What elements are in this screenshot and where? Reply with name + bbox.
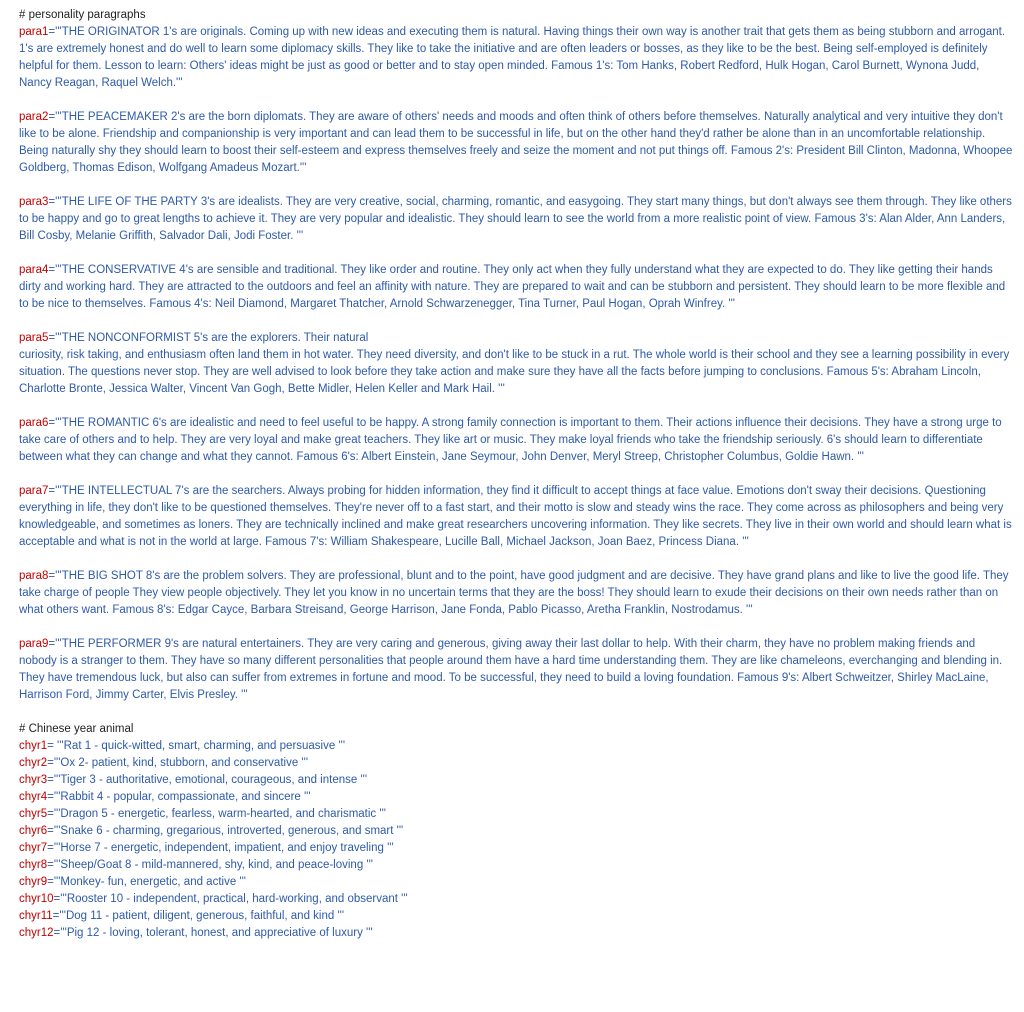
variable-name: chyr9	[19, 876, 48, 888]
variable-name: para3	[19, 196, 49, 208]
paragraph-para3	[19, 194, 1013, 245]
chinese-line-chyr2	[19, 755, 1013, 772]
chinese-line-chyr4	[19, 789, 1013, 806]
paragraph-para7	[19, 483, 1013, 551]
string-value: ='''THE NONCONFORMIST 5's are the explorers. Their natural	[48, 332, 369, 344]
variable-name: chyr8	[19, 859, 48, 871]
string-value: ='''Ox 2- patient, kind, stubborn, and conservative '''	[47, 757, 309, 769]
chinese-line-chyr11	[19, 908, 1013, 925]
chinese-line-chyr8	[19, 857, 1013, 874]
string-value: ='''Sheep/Goat 8 - mild-mannered, shy, kind, and peace-loving '''	[47, 859, 373, 871]
string-value: ='''Horse 7 - energetic, independent, impatient, and enjoy traveling '''	[47, 842, 394, 854]
variable-name: chyr10	[19, 893, 54, 905]
variable-name: para4	[19, 264, 49, 276]
comment-chinese-year-animal: # Chinese year animal	[19, 723, 134, 735]
string-value: ='''Rabbit 4 - popular, compassionate, and sincere '''	[47, 791, 311, 803]
string-value: ='''Tiger 3 - authoritative, emotional, courageous, and intense '''	[47, 774, 368, 786]
string-value: ='''THE INTELLECTUAL 7's are the searchers. Always probing for hidden information, they find it difficult to accept things at face value. Emotions don't sway their decisions. Questioning everything in life, they don't like to be questioned themselves. They're never off to a fast start, and their motto is slow and steady wins the race. They come across as philosophers and being very knowledgeable, and sometimes as loners. They are technically inclined and make great researchers uncovering information. They like secrets. They live in their own world and should learn what is acceptable and what is not in the world at large. Famous 7's: William Shakespeare, Lucille Ball, Michael Jackson, Joan Baez, Princess Diana. '''	[19, 485, 1012, 548]
variable-name: chyr12	[19, 927, 54, 939]
string-value-continued: curiosity, risk taking, and enthusiasm often land them in hot water. They need diversity, and don't like to be stuck in a rut. The whole world is their school and they see a learning possibility in every situation. The questions never stop. They are well advised to look before they take action and make sure they have all the facts before jumping to conclusions. Famous 5's: Abraham Lincoln, Charlotte Bronte, Jessica Walter, Vincent Van Gogh, Bette Midler, Helen Keller and Mark Hail. '''	[19, 349, 1010, 395]
string-value: ='''Snake 6 - charming, gregarious, introverted, generous, and smart '''	[47, 825, 404, 837]
blank-line	[19, 177, 1013, 194]
blank-line	[19, 313, 1013, 330]
chinese-line-chyr12	[19, 925, 1013, 942]
string-value: ='''Rooster 10 - independent, practical, hard-working, and observant '''	[53, 893, 408, 905]
paragraph-para4	[19, 262, 1013, 313]
blank-line	[19, 466, 1013, 483]
string-value: ='''THE ROMANTIC 6's are idealistic and need to feel useful to be happy. A strong family connection is important to them. Their actions influence their decisions. They have a strong urge to take care of others and to help. They are very loyal and make great teachers. They like art or music. They make loyal friends who take the friendship seriously. 6's should learn to differentiate between what they can change and what they cannot. Famous 6's: Albert Einstein, Jane Seymour, John Denver, Meryl Streep, Christopher Columbus, Goldie Hawn. '''	[19, 417, 1002, 463]
string-value: ='''THE ORIGINATOR 1's are originals. Coming up with new ideas and executing them is natural. Having things their own way is another trait that gets them as being stubborn and arrogant. 1's are extremely honest and do well to learn some diplomacy skills. They like to take the initiative and are often leaders or bosses, as they like to be the best. Being self-employed is definitely helpful for them. Lesson to learn: Others' ideas might be just as good or better and to stay open minded. Famous 1's: Tom Hanks, Robert Redford, Hulk Hogan, Carol Burnett, Wynona Judd, Nancy Reagan, Raquel Welch.'''	[19, 26, 1006, 89]
variable-name: para6	[19, 417, 49, 429]
paragraph-para6	[19, 415, 1013, 466]
string-value: ='''THE PERFORMER 9's are natural entertainers. They are very caring and generous, giving away their last dollar to help. With their charm, they have no problem making friends and nobody is a stranger to them. They have so many different personalities that people around them have a hard time understanding them. They are like chameleons, everchanging and blending in. They have tremendous luck, but also can suffer from extremes in fortune and mood. To be successful, they need to build a loving foundation. Famous 9's: Albert Schweitzer, Shirley MacLaine, Harrison Ford, Jimmy Carter, Elvis Presley. '''	[19, 638, 1003, 701]
chinese-line-chyr3	[19, 772, 1013, 789]
variable-name: para7	[19, 485, 49, 497]
variable-name: para5	[19, 332, 49, 344]
string-value: ='''THE PEACEMAKER 2's are the born diplomats. They are aware of others' needs and moods and often think of others before themselves. Naturally analytical and very intuitive they don't like to be alone. Friendship and companionship is very important and can lead them to be successful in life, but on the other hand they'd rather be alone than in an uncomfortable relationship. Being naturally shy they should learn to boost their self-esteem and express themselves freely and seize the moment and not put things off. Famous 2's: President Bill Clinton, Madonna, Whoopee Goldberg, Thomas Edison, Wolfgang Amadeus Mozart.'''	[19, 111, 1013, 174]
blank-line	[19, 92, 1013, 109]
chinese-line-chyr7	[19, 840, 1013, 857]
variable-name: chyr4	[19, 791, 48, 803]
string-value: ='''Dog 11 - patient, diligent, generous, faithful, and kind '''	[52, 910, 345, 922]
string-value: ='''THE BIG SHOT 8's are the problem solvers. They are professional, blunt and to the point, have good judgment and are decisive. They have grand plans and like to live the good life. They take charge of people They view people objectively. They let you know in no uncertain terms that they are the boss! They should learn to exude their decisions on their own needs rather than on what others want. Famous 8's: Edgar Cayce, Barbara Streisand, George Harrison, Jane Fonda, Pablo Picasso, Aretha Franklin, Nostrodamus. '''	[19, 570, 1009, 616]
variable-name: para1	[19, 26, 49, 38]
string-value: ='''Monkey- fun, energetic, and active '''	[47, 876, 246, 888]
variable-name: chyr7	[19, 842, 48, 854]
string-value: ='''Pig 12 - loving, tolerant, honest, and appreciative of luxury '''	[53, 927, 373, 939]
comment-personality-paragraphs: # personality paragraphs	[19, 9, 146, 21]
string-value: ='''THE CONSERVATIVE 4's are sensible and traditional. They like order and routine. They only act when they fully understand what they are expected to do. They like getting their hands dirty and working hard. They are attracted to the outdoors and feel an affinity with nature. They are prepared to wait and can be stubborn and persistent. They should learn to be more flexible and to be nice to themselves. Famous 4's: Neil Diamond, Margaret Thatcher, Arnold Schwarzenegger, Tina Turner, Paul Hogan, Oprah Winfrey. '''	[19, 264, 1006, 310]
variable-name: chyr6	[19, 825, 48, 837]
paragraph-para2	[19, 109, 1013, 177]
blank-line	[19, 551, 1013, 568]
paragraph-para9	[19, 636, 1013, 704]
variable-name: chyr11	[19, 910, 53, 922]
chinese-line-chyr6	[19, 823, 1013, 840]
blank-line	[19, 619, 1013, 636]
variable-name: para9	[19, 638, 49, 650]
variable-name: chyr1	[19, 740, 48, 752]
variable-name: para2	[19, 111, 49, 123]
chinese-line-chyr9	[19, 874, 1013, 891]
chinese-line-chyr10	[19, 891, 1013, 908]
variable-name: chyr3	[19, 774, 48, 786]
paragraph-para5	[19, 330, 1013, 398]
chinese-line-chyr1	[19, 738, 1013, 755]
blank-line	[19, 704, 1013, 721]
chinese-line-chyr5	[19, 806, 1013, 823]
document-body	[19, 7, 1013, 942]
variable-name: para8	[19, 570, 49, 582]
blank-line	[19, 245, 1013, 262]
string-value: ='''THE LIFE OF THE PARTY 3's are idealists. They are very creative, social, charming, romantic, and easygoing. They start many things, but don't always see them through. They like others to be happy and go to great lengths to achieve it. They are very popular and idealistic. They should learn to see the world from a more realistic point of view. Famous 3's: Alan Alder, Ann Landers, Bill Cosby, Melanie Griffith, Salvador Dali, Jodi Foster. '''	[19, 196, 1012, 242]
blank-line	[19, 398, 1013, 415]
variable-name: chyr5	[19, 808, 48, 820]
paragraph-para1	[19, 24, 1013, 92]
variable-name: chyr2	[19, 757, 48, 769]
string-value: = '''Rat 1 - quick-witted, smart, charming, and persuasive '''	[47, 740, 346, 752]
paragraph-para8	[19, 568, 1013, 619]
string-value: ='''Dragon 5 - energetic, fearless, warm-hearted, and charismatic '''	[47, 808, 386, 820]
